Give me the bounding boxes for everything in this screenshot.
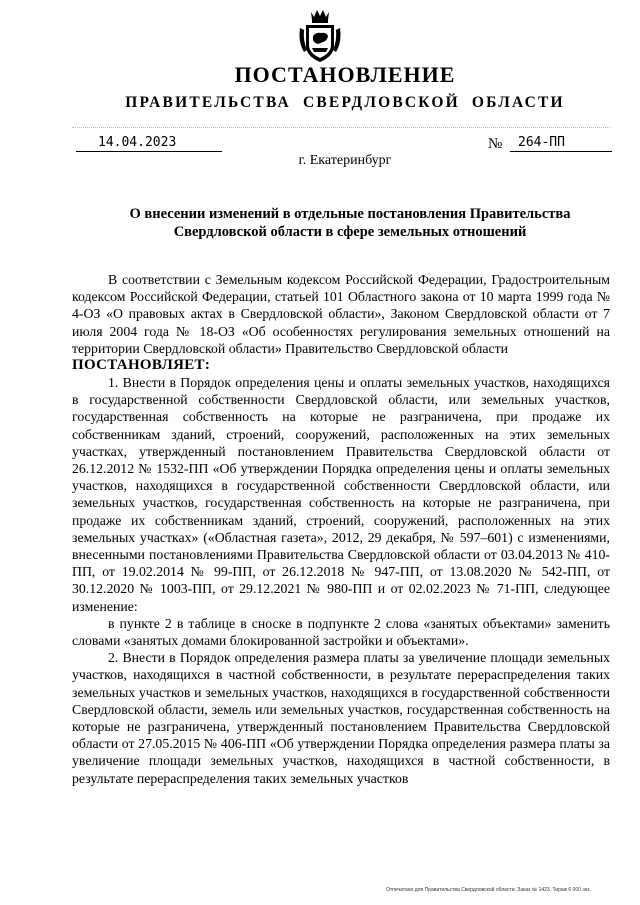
preamble-paragraph: В соответствии с Земельным кодексом Российской Федерации, Градостроительным кодексом Российской Федерации, статьей 101 Областного закона от 10 марта 1999 года № 4-ОЗ «О правовых актах в Свердловской области», Законом Свердловской области от 7 июля 2004 года № 18-ОЗ «Об особенностях регулирования земельных отношений на территории Свердловской области» Правительство Свердловской области [72, 272, 610, 356]
decree-keyword: ПОСТАНОВЛЯЕТ: [72, 357, 211, 374]
header-separator [72, 127, 610, 128]
subject-line-2: Свердловской области в сфере земельных отношений [173, 224, 527, 240]
issuing-authority: ПРАВИТЕЛЬСТВА СВЕРДЛОВСКОЙ ОБЛАСТИ [125, 94, 565, 111]
item-1-paragraph: 1. Внести в Порядок определения цены и оплаты земельных участков, находящихся в государственной собственности Свердловской области, или земельных участков, государственная собственность на которые не разграничена, при продаже их собственникам зданий, строений, сооружений, расположенных на этих земельных участках, утвержденный постановлением Правительства Свердловской области от 26.12.2012 № 1532-ПП «Об утверждении Порядка определения цены и оплаты земельных участков, находящихся в государственной собственности Свердловской области, или земельных участков, государственная собственность на которые не разграничена, при продаже их собственникам зданий, строений, сооружений, расположенных на этих земельных участках» («Областная газета», 2012, 29 декабря, № 597–601) с изменениями, внесенными постановлениями Правительства Свердловской области от 03.04.2013 № 410-ПП, от 19.02.2014 № 99-ПП, от 26.12.2018 № 947-ПП, от 13.08.2020 № 542-ПП, от 30.12.2020 № 1003-ПП, от 29.12.2021 № 980-ПП и от 02.02.2023 № 71-ПП, следующее изменение: [72, 375, 610, 614]
issue-city: г. Екатеринбург [298, 153, 392, 168]
decree-date: 14.04.2023 [76, 135, 222, 152]
document-type-title: ПОСТАНОВЛЕНИЕ [234, 62, 456, 87]
item-2-paragraph: 2. Внести в Порядок определения размера платы за увеличение площади земельных участков, находящихся в частной собственности, в результате перераспределения таких земельных участков и земельных участков, находящихся в государственной собственности Свердловской области, земель или земельных участков, государственная собственность на которые не разграничена, утвержденный постановлением Правительства Свердловской области от 27.05.2015 № 406-ПП «Об утверждении Порядка определения размера платы за увеличение площади земельных участков, находящихся в частной собственности, в результате перераспределения таких земельных участков [72, 650, 610, 786]
coat-of-arms-icon [296, 8, 344, 64]
decree-subject [80, 205, 620, 241]
subject-line-1: О внесении изменений в отдельные постановления Правительства [129, 206, 571, 222]
decree-body [72, 271, 610, 787]
item-1-change-paragraph: в пункте 2 в таблице в сноске в подпункте 2 слова «занятых объектами» заменить словами «занятых домами блокированной застройки и объектами». [72, 615, 610, 649]
number-sign: № [488, 136, 503, 152]
print-note: Отпечатано для Правительства Свердловской области. Заказ № 1423. Тираж 6 000 экз. [386, 887, 591, 893]
decree-number: 264-ПП [510, 135, 612, 152]
